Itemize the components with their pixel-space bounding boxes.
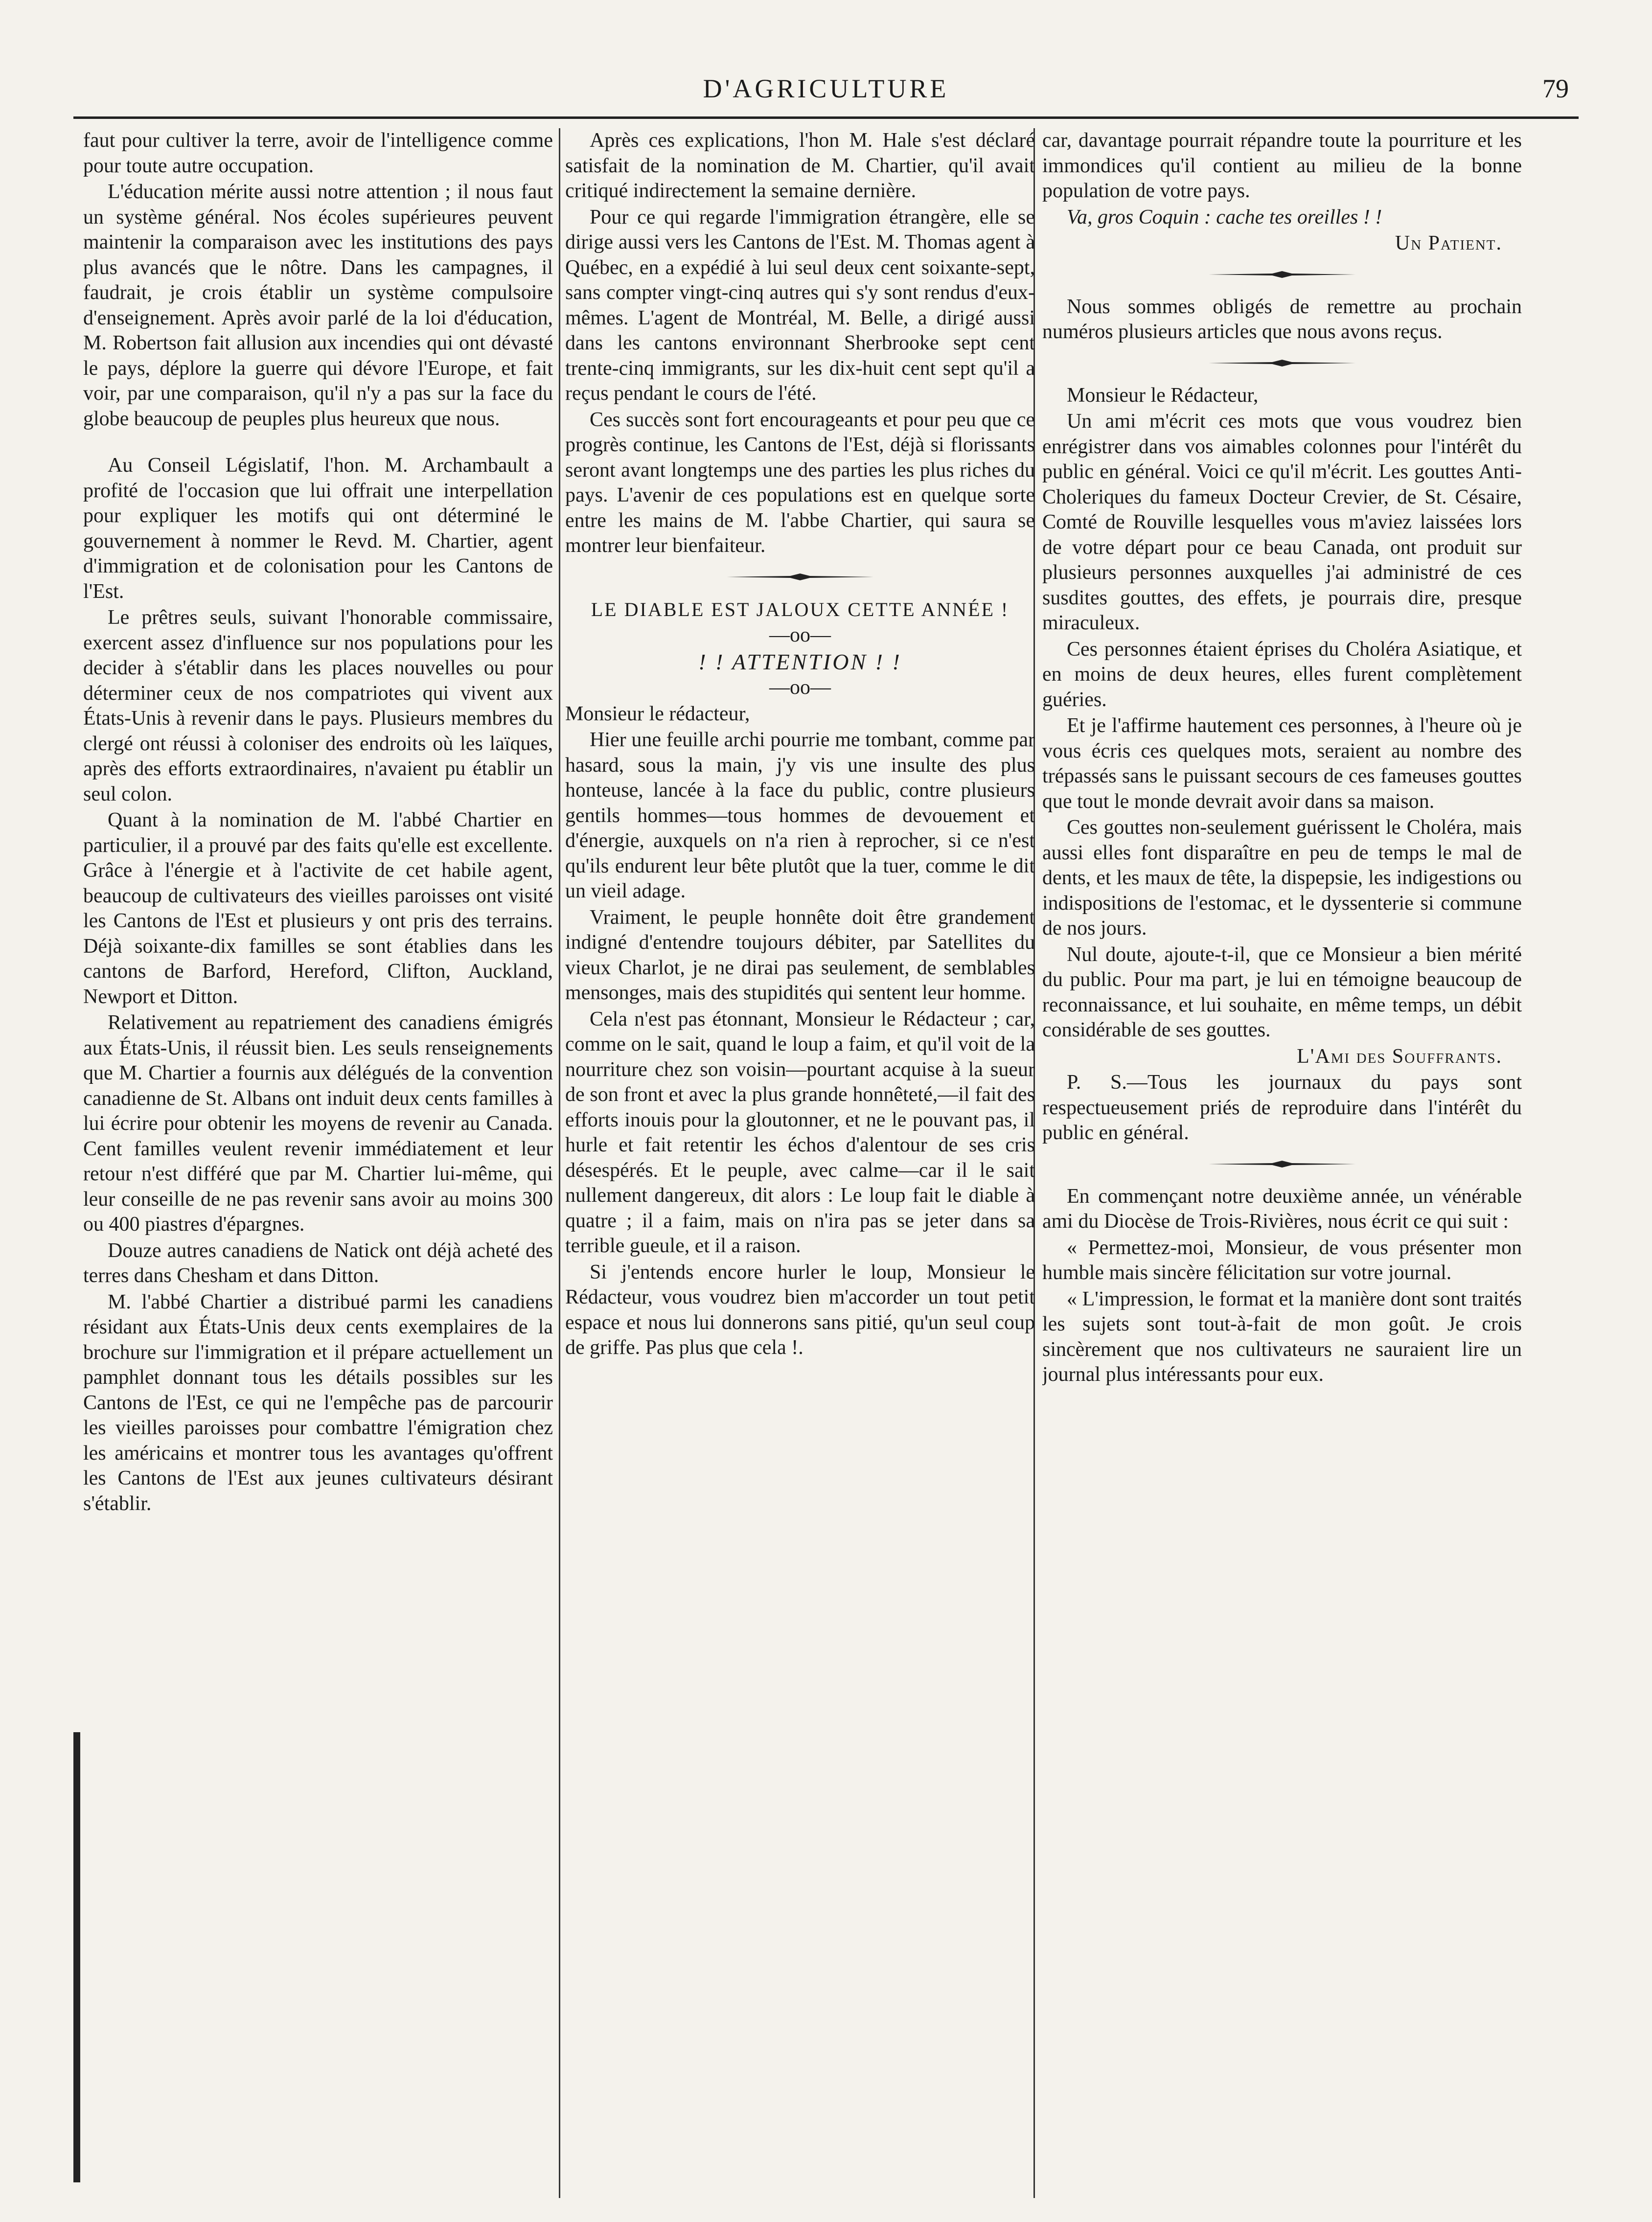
paragraph: Ces succès sont fort encourageants et pour peu que ce progrès continue, les Cantons de l'Est, déjà si florissants seront avant longtemps une des parties les plus riches du pays. L'avenir de ces populations est en quelque sorte entre les mains de M. l'abbe Chartier, qui saura se montrer leur bienfaiteur.: [565, 408, 1035, 557]
paragraph: « Permettez-moi, Monsieur, de vous présenter mon humble mais sincère félicitation sur votre journal.: [1042, 1236, 1522, 1284]
paragraph: Vraiment, le peuple honnête doit être grandement indigné d'entendre toujours débiter, par Satellites du vieux Charlot, je ne dirai pas seulement, de semblables mensonges, mais des stupidités qui sentent leur homme.: [565, 906, 1035, 1004]
paragraph: faut pour cultiver la terre, avoir de l'intelligence comme pour toute autre occupation.: [83, 129, 553, 177]
paragraph: Le prêtres seuls, suivant l'honorable commissaire, exercent assez d'influence sur nos populations pour les decider à s'établir dans les places nouvelles ou pour déterminer ceux de nos compatriotes qui vivent aux États-Unis à revenir dans le pays. Plusieurs membres du clergé ont réussi à coloniser des endroits où les laïques, après des efforts extraordinaires, n'avaient pu établir un seul colon.: [83, 606, 553, 805]
signature: L'Ami des Souffrants.: [1297, 1045, 1502, 1068]
running-title: D'AGRICULTURE: [703, 74, 949, 103]
paragraph: Si j'entends encore hurler le loup, Monsieur le Rédacteur, vous voudrez bien m'accorder un tout petit espace et nous lui donnerons sans pitié, qu'un seul coup de griffe. Pas plus que cela !.: [565, 1260, 1035, 1359]
paragraph: Douze autres canadiens de Natick ont déjà acheté des terres dans Chesham et dans Ditton.: [83, 1239, 553, 1287]
paragraph: Au Conseil Législatif, l'hon. M. Archambault a profité de l'occasion que lui offrait une interpellation pour expliquer les motifs qui ont déterminé le gouvernement à nommer le Revd. M. Chartier, agent d'immigration et de colonisation pour les Cantons de l'Est.: [83, 454, 553, 603]
column-divider: [559, 128, 560, 2198]
paragraph: Relativement au repatriement des canadiens émigrés aux États-Unis, il réussit bien. Les seuls renseignements que M. Chartier a fournis aux délégués de la convention canadienne de St. Albans ont induit deux cents familles à lui écrire pour obtenir les moyens de revenir au Canada. Cent familles veulent revenir immédiatement et leur retour n'est différé que par M. Chartier lui-même, qui leur conseille de ne pas revenir sans avoir au moins 300 ou 400 piastres d'épargnes.: [83, 1011, 553, 1236]
paragraph: Après ces explications, l'hon M. Hale s'est déclaré satisfait de la nomination de M. Chartier, qu'il avait critiqué indirectement la semaine dernière.: [565, 129, 1035, 202]
page-edge-shadow: [73, 1732, 80, 2182]
section-divider-ornament: [1209, 1161, 1355, 1168]
salutation: Monsieur le Rédacteur,: [1067, 384, 1259, 407]
attention-title: ! ! ATTENTION ! !: [698, 649, 902, 674]
paragraph: Ces personnes étaient éprises du Choléra Asiatique, et en moins de deux heures, elles furent complètement guéries.: [1042, 638, 1522, 711]
paragraph: Ces gouttes non-seulement guérissent le Choléra, mais aussi elles font disparaître en peu de temps le mal de dents, et les maux de tête, la dispepsie, les indigestions ou indispositions de l'estomac, et le dyssenterie si commune de nos jours.: [1042, 816, 1522, 939]
paragraph: Pour ce qui regarde l'immigration étrangère, elle se dirige aussi vers les Cantons de l'Est. M. Thomas agent à Québec, en a expédié à lui seul deux cent soixante-sept, sans compter vingt-cinq autres qui s'y sont rendus d'eux-mêmes. L'agent de Montréal, M. Belle, a dirigé aussi dans les cantons environnant Sherbrooke sept cent trente-cinq immigrants, sur les dix-huit cent sept qu'il a reçus pendant le cours de l'été.: [565, 206, 1035, 405]
column-3: [1042, 128, 1522, 2183]
paragraph: Hier une feuille archi pourrie me tombant, comme par hasard, sous la main, j'y vis une insulte des plus honteuse, lancée à la face du public, contre plusieurs gentils hommes—tous hommes de devouement et d'énergie, auxquels on n'a rien à reprocher, si ce n'est qu'ils endurent leur bête plutôt que la tuer, comme le dit un vieil adage.: [565, 729, 1035, 902]
column-1: [83, 128, 553, 2183]
paragraph: M. l'abbé Chartier a distribué parmi les canadiens résidant aux États-Unis deux cents exemplaires de la brochure sur l'immigration et il prépare actuellement un pamphlet donnant tous les détails possibles sur les Cantons de l'Est, ce qui ne l'empêche pas de parcourir les vieilles paroisses pour combattre l'émigration chez les américains et montrer tous les avantages qu'offrent les Cantons de l'Est aux jeunes cultivateurs désirant s'établir.: [83, 1290, 553, 1515]
paragraph: Va, gros Coquin : cache tes oreilles ! !: [1067, 206, 1382, 229]
header-rule: [73, 116, 1579, 119]
separator: —oo—: [769, 676, 831, 699]
salutation: Monsieur le rédacteur,: [565, 702, 750, 725]
paragraph: Quant à la nomination de M. l'abbé Chartier en particulier, il a prouvé par des faits qu'elle est excellente. Grâce à l'énergie et à l'activite de cet habile agent, beaucoup de cultivateurs des vieilles paroisses ont visité les Cantons de l'Est et plusieurs y ont pris des terrains. Déjà soixante-dix familles se sont établies dans les cantons de Barford, Hereford, Clifton, Auckland, Newport et Ditton.: [83, 809, 553, 1008]
paragraph: En commençant notre deuxième année, un vénérable ami du Diocèse de Trois-Rivières, nous écrit ce qui suit :: [1042, 1185, 1522, 1233]
running-head: [73, 73, 1579, 108]
signature: Un Patient.: [1395, 232, 1502, 254]
section-divider-ornament: [1209, 271, 1355, 278]
paragraph: Et je l'affirme hautement ces personnes, à l'heure où je vous écris ces quelques mots, seraient au nombre des trépassés sans le puissant secours de ces fameuses gouttes que tout le monde devrait avoir dans sa maison.: [1042, 714, 1522, 813]
page-number: 79: [1542, 74, 1569, 103]
paragraph: « L'impression, le format et la manière dont sont traités les sujets sont tout-à-fait de mon goût. Je crois sincèrement que nos cultivateurs ne sauraient lire un journal plus intéressants pour eux.: [1042, 1287, 1522, 1386]
paragraph: Un ami m'écrit ces mots que vous voudrez bien enrégistrer dans vos aimables colonnes pour l'intérêt du public en général. Voici ce qu'il m'écrit. Les gouttes Anti-Choleriques du fameux Docteur Crevier, de St. Césaire, Comté de Rouville lesquelles vous m'aviez laissées lors de votre départ pour ce beau Canada, ont produit sur plusieurs personnes auxquelles j'ai administré de ces susdites gouttes, des effets, je pourrais dire, presque miraculeux.: [1042, 410, 1522, 634]
paragraph: Nous sommes obligés de remettre au prochain numéros plusieurs articles que nous avons reçus.: [1042, 295, 1522, 343]
paragraph: car, davantage pourrait répandre toute la pourriture et les immondices qu'il contient au milieu de la bonne population de votre pays.: [1042, 129, 1522, 202]
article-heading: LE DIABLE EST JALOUX CETTE ANNÉE !: [591, 598, 1010, 620]
paragraph: Cela n'est pas étonnant, Monsieur le Rédacteur ; car, comme on le sait, quand le loup a faim, et qu'il voit de la nourriture chez son voisin—pourtant acquise à la sueur de son front et avec la plus grande honnêteté,—il fait des efforts inouis pour la gloutonner, et ne le pouvant pas, il hurle et fait retentir les échos d'alentour de ses cris désespérés. Et le peuple, avec calme—car il le sait nullement dangereux, dit alors : Le loup fait le diable à quatre ; il a faim, mais on n'ira pas se jeter dans sa terrible gueule, et il a raison.: [565, 1008, 1035, 1257]
paragraph: Nul doute, ajoute-t-il, que ce Monsieur a bien mérité du public. Pour ma part, je lui en témoigne beaucoup de reconnaissance, et lui souhaite, en même temps, un débit considérable de ses gouttes.: [1042, 943, 1522, 1041]
section-divider-ornament: [727, 573, 873, 580]
separator: —oo—: [769, 624, 831, 646]
section-divider-ornament: [1209, 360, 1355, 367]
column-2: [565, 128, 1035, 2183]
paragraph: P. S.—Tous les journaux du pays sont respectueusement priés de reproduire dans l'intérêt du public en général.: [1042, 1071, 1522, 1144]
paragraph: L'éducation mérite aussi notre attention ; il nous faut un système général. Nos écoles supérieures peuvent maintenir la comparaison avec les institutions des pays plus avancés que le nôtre. Dans les campagnes, il faudrait, je crois établir un système compulsoire d'enseignement. Après avoir parlé de la loi d'éducation, M. Robertson fait allusion aux incendies qui ont dévasté le pays, déplore la guerre qui dévore l'Europe, et fait voir, par une comparaison, qu'il n'y a pas sur la face du globe beaucoup de peuples plus heureux que nous.: [83, 181, 553, 430]
